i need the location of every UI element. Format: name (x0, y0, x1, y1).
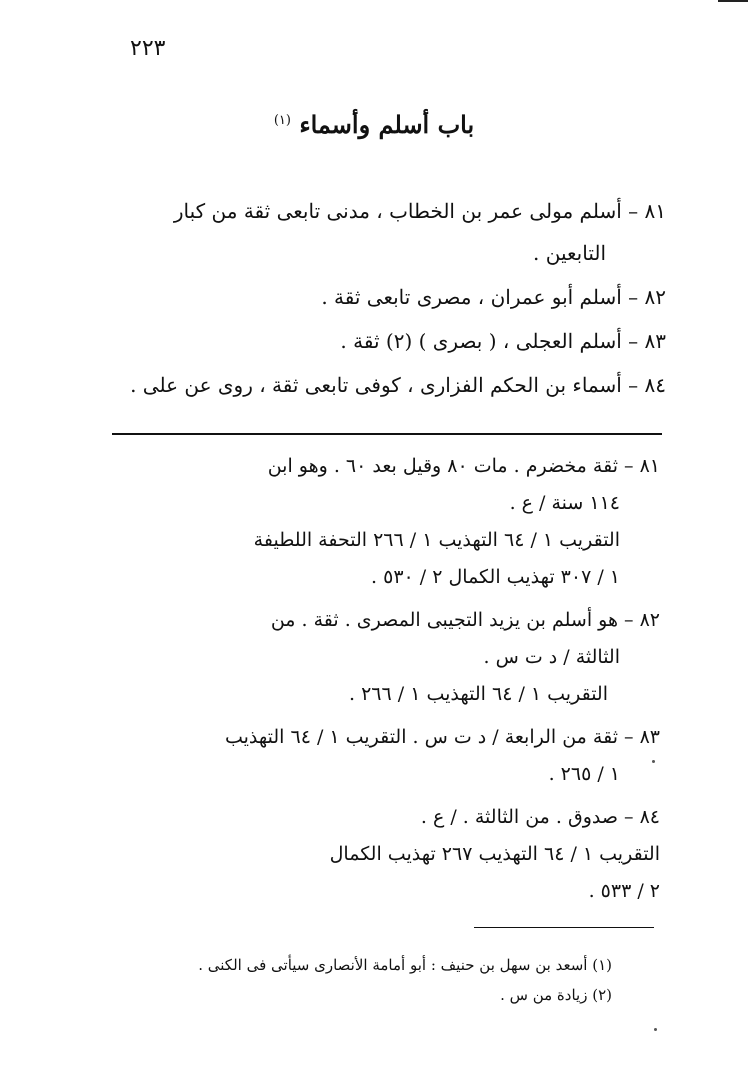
scan-speck (652, 760, 655, 763)
note-81 (100, 448, 660, 596)
note-line: ٨٣ – ثقة من الرابعة / د ت س . التقريب ١ / ٦٤ التهذيب (224, 726, 660, 748)
note-line: ١ / ٢٦٥ . (548, 763, 620, 785)
entry-line: ٨٣ – أسلم العجلى ، ( بصرى ) (٢) ثقة . (340, 329, 666, 353)
footnote-2: (٢) زيادة من س . (500, 986, 612, 1004)
entry-84 (106, 364, 666, 406)
entry-line: ٨٢ – أسلم أبو عمران ، مصرى تابعى ثقة . (321, 285, 666, 309)
chapter-title (0, 110, 748, 139)
note-84 (100, 799, 660, 910)
notes-divider (112, 433, 662, 435)
chapter-footnote-ref: (١) (273, 113, 291, 128)
entry-82 (106, 276, 666, 318)
note-line: التقريب ١ / ٦٤ التهذيب ١ / ٢٦٦ التحفة اللطيفة (253, 529, 620, 551)
note-line: ١ / ٣٠٧ تهذيب الكمال ٢ / ٥٣٠ . (371, 566, 620, 588)
note-line: ١١٤ سنة / ع . (509, 492, 620, 514)
notes-list (100, 448, 660, 916)
footnotes-list (92, 950, 612, 1010)
note-line: التقريب ١ / ٦٤ التهذيب ١ / ٢٦٦ . (349, 683, 608, 705)
scan-speck (654, 1028, 657, 1031)
entry-line: التابعين . (533, 241, 606, 265)
note-83 (100, 719, 660, 793)
page-number: ٢٢٣ (130, 36, 166, 61)
note-line: ٨٢ – هو أسلم بن يزيد التجيبى المصرى . ثقة . من (270, 609, 660, 631)
chapter-title-text: باب أسلم وأسماء (299, 110, 475, 139)
note-line: ٨٤ – صدوق . من الثالثة . / ع . (420, 806, 660, 828)
entry-83 (106, 320, 666, 362)
footnotes-divider (474, 927, 654, 928)
note-line: ٨١ – ثقة مخضرم . مات ٨٠ وقيل بعد ٦٠ . وهو ابن (267, 455, 660, 477)
entry-line: ٨١ – أسلم مولى عمر بن الخطاب ، مدنى تابعى ثقة من كبار (173, 199, 666, 223)
note-line: الثالثة / د ت س . (483, 646, 620, 668)
entries-list (106, 190, 666, 408)
note-line: ٢ / ٥٣٣ . (588, 880, 660, 902)
entry-line: ٨٤ – أسماء بن الحكم الفزارى ، كوفى تابعى ثقة ، روى عن على . (130, 373, 666, 397)
note-82 (100, 602, 660, 713)
footnote-1: (١) أسعد بن سهل بن حنيف : أبو أمامة الأنصارى سيأتى فى الكنى . (198, 956, 612, 974)
note-line: التقريب ١ / ٦٤ التهذيب ٢٦٧ تهذيب الكمال (329, 843, 660, 865)
entry-81 (106, 190, 666, 274)
scan-edge-mark (718, 0, 748, 10)
